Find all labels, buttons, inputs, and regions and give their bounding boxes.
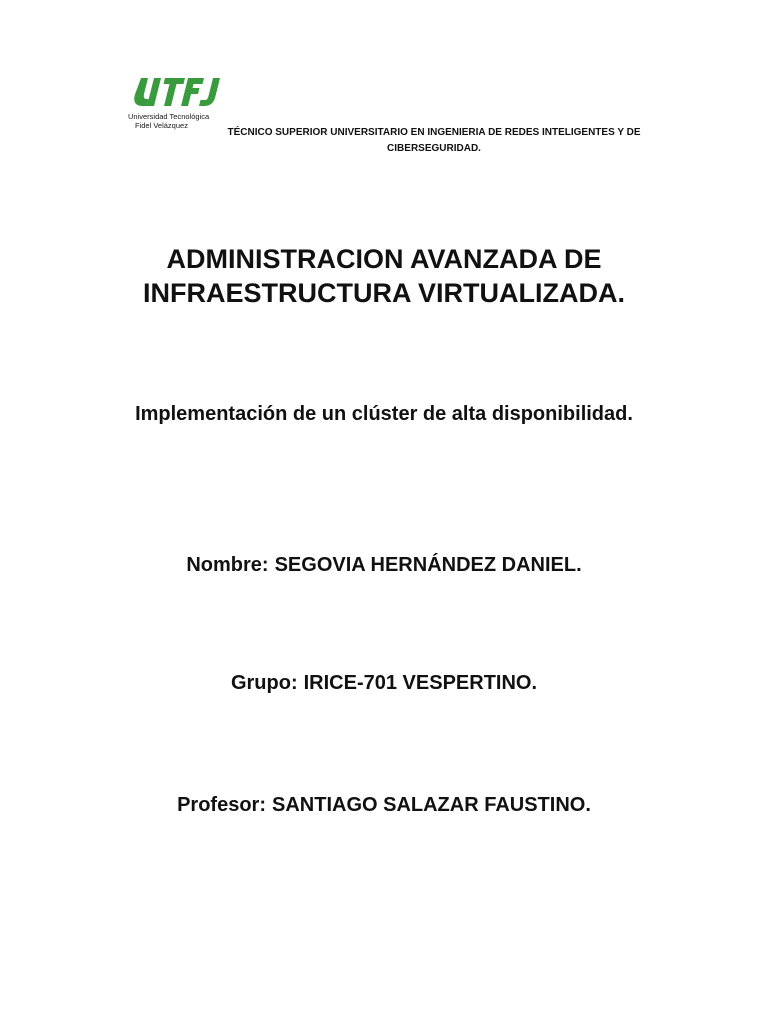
logo-caption-line1: Universidad Tecnológica [128,112,210,121]
logo-caption-line2: Fidel Velázquez [135,121,188,130]
group-label: Grupo: [230,672,298,694]
professor-value: SANTIAGO SALAZAR FAUSTINO. [272,794,591,816]
career-title: TÉCNICO SUPERIOR UNIVERSITARIO EN INGENIERIA DE REDES INTELIGENTES Y DE CIBERSEGURIDAD. [227,127,641,154]
student-name-line [84,552,684,578]
assignment-subject: Implementación de un clúster de alta disponibilidad. [135,403,633,425]
logo-caption [128,112,228,130]
utfj-logo-mark [128,74,228,110]
group-value: IRICE-701 VESPERTINO. [303,672,538,694]
professor-line [84,792,684,818]
student-name-value: SEGOVIA HERNÁNDEZ DANIEL. [274,554,582,576]
course-title: ADMINISTRACION AVANZADA DE INFRAESTRUCTURA VIRTUALIZADA. [143,244,625,308]
group-line [84,670,684,696]
student-name-label: Nombre: [186,554,269,576]
university-logo [128,74,228,136]
professor-label: Profesor: [177,794,266,816]
